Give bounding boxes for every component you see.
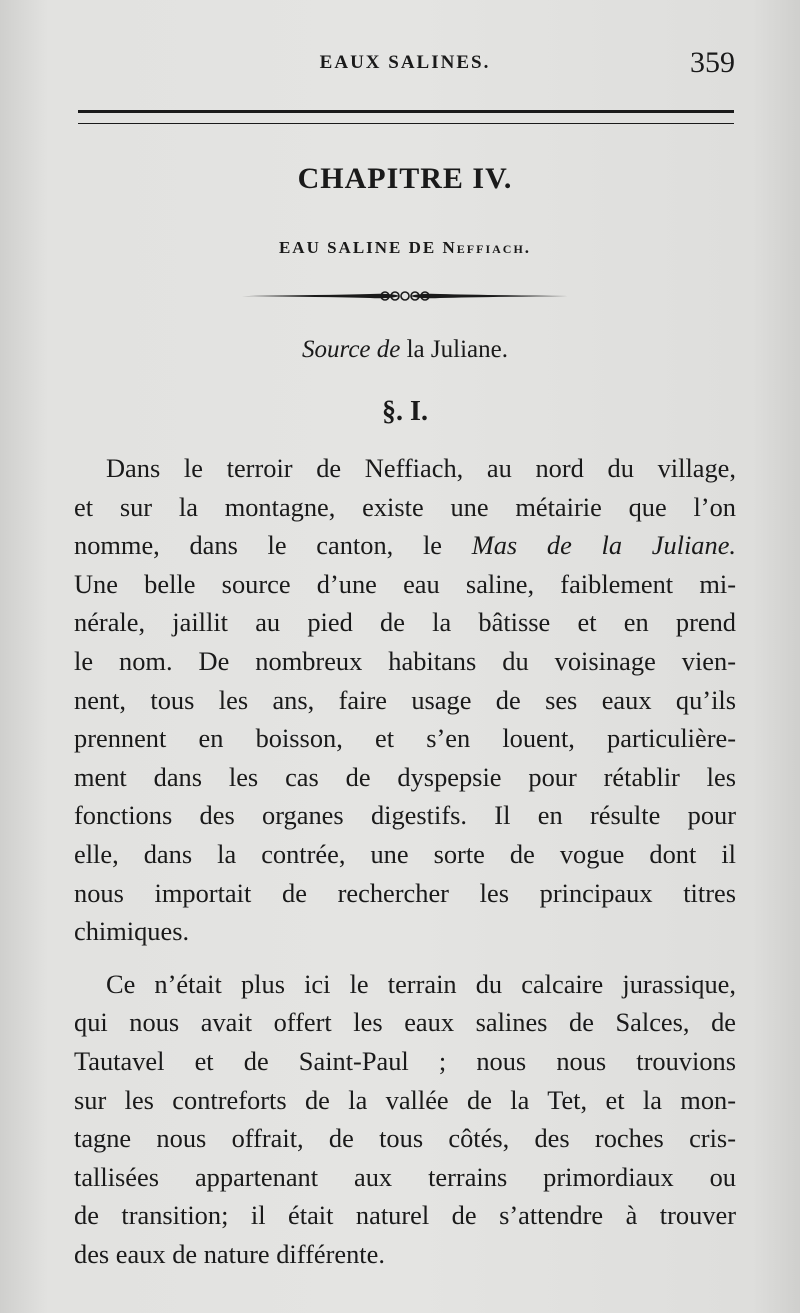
italic-run: Mas de la Juliane.: [471, 530, 737, 561]
text-line: sur les contreforts de la vallée de la Tet, et la mon-: [74, 1084, 736, 1115]
text-line: fonctions des organes digestifs. Il en résulte pour: [74, 800, 736, 831]
text-line: qui nous avait offert les eaux salines de Salces, de: [74, 1007, 736, 1038]
text-line: de transition; il était naturel de s’attendre à trouver: [74, 1200, 736, 1231]
text-line: ment dans les cas de dyspepsie pour rétablir les: [74, 761, 736, 792]
text-line: Tautavel et de Saint-Paul ; nous nous trouvions: [74, 1045, 736, 1076]
double-rule-divider: [78, 110, 734, 124]
chapter-subtitle: [70, 238, 740, 258]
section-number: §. I.: [382, 396, 428, 427]
paragraph-gap: [74, 951, 736, 965]
text-line: prennent en boisson, et s’en louent, particulière-: [74, 723, 736, 754]
text-line: chimiques.: [74, 916, 190, 947]
source-heading-rest: la Juliane.: [400, 336, 508, 363]
paragraph-1: [74, 449, 736, 951]
text-line: nent, tous les ans, faire usage de ses eaux qu’ils: [74, 684, 736, 715]
text-line: le nom. De nombreux habitans du voisinage vien-: [74, 645, 736, 676]
text-line: Dans le terroir de Neffiach, au nord du village,: [106, 453, 736, 483]
source-heading-italic: Source de: [302, 336, 401, 363]
source-heading: [70, 336, 740, 364]
text-line: des eaux de nature différente.: [74, 1238, 385, 1269]
text-line: et sur la montagne, existe une métairie que l’on: [74, 491, 736, 522]
running-title: EAUX SALINES.: [319, 52, 491, 73]
subtitle-prefix: EAU SALINE DE: [278, 238, 443, 257]
paragraph-2: [74, 965, 736, 1274]
text-line: nérale, jaillit au pied de la bâtisse et en prend: [74, 607, 736, 638]
subtitle-place: Neffiach.: [442, 238, 532, 257]
text-line: elle, dans la contrée, une sorte de vogue dont il: [74, 838, 736, 869]
text-line: Une belle source d’une eau saline, faiblement mi-: [74, 568, 736, 599]
text-line: nomme, dans le canton, le Mas de la Juliane.: [74, 530, 737, 561]
ornament-divider-icon: [240, 286, 570, 306]
running-head: [70, 46, 740, 84]
text-line: nous importait de rechercher les principaux titres: [74, 877, 736, 908]
text-line: tagne nous offrait, de tous côtés, des roches cris-: [74, 1123, 736, 1154]
body-text: [74, 449, 736, 1273]
chapter-title: CHAPITRE IV.: [297, 162, 513, 195]
text-line: Ce n’était plus ici le terrain du calcaire jurassique,: [106, 968, 736, 999]
page-number: 359: [690, 46, 735, 79]
text-line: tallisées appartenant aux terrains primordiaux ou: [74, 1161, 736, 1192]
